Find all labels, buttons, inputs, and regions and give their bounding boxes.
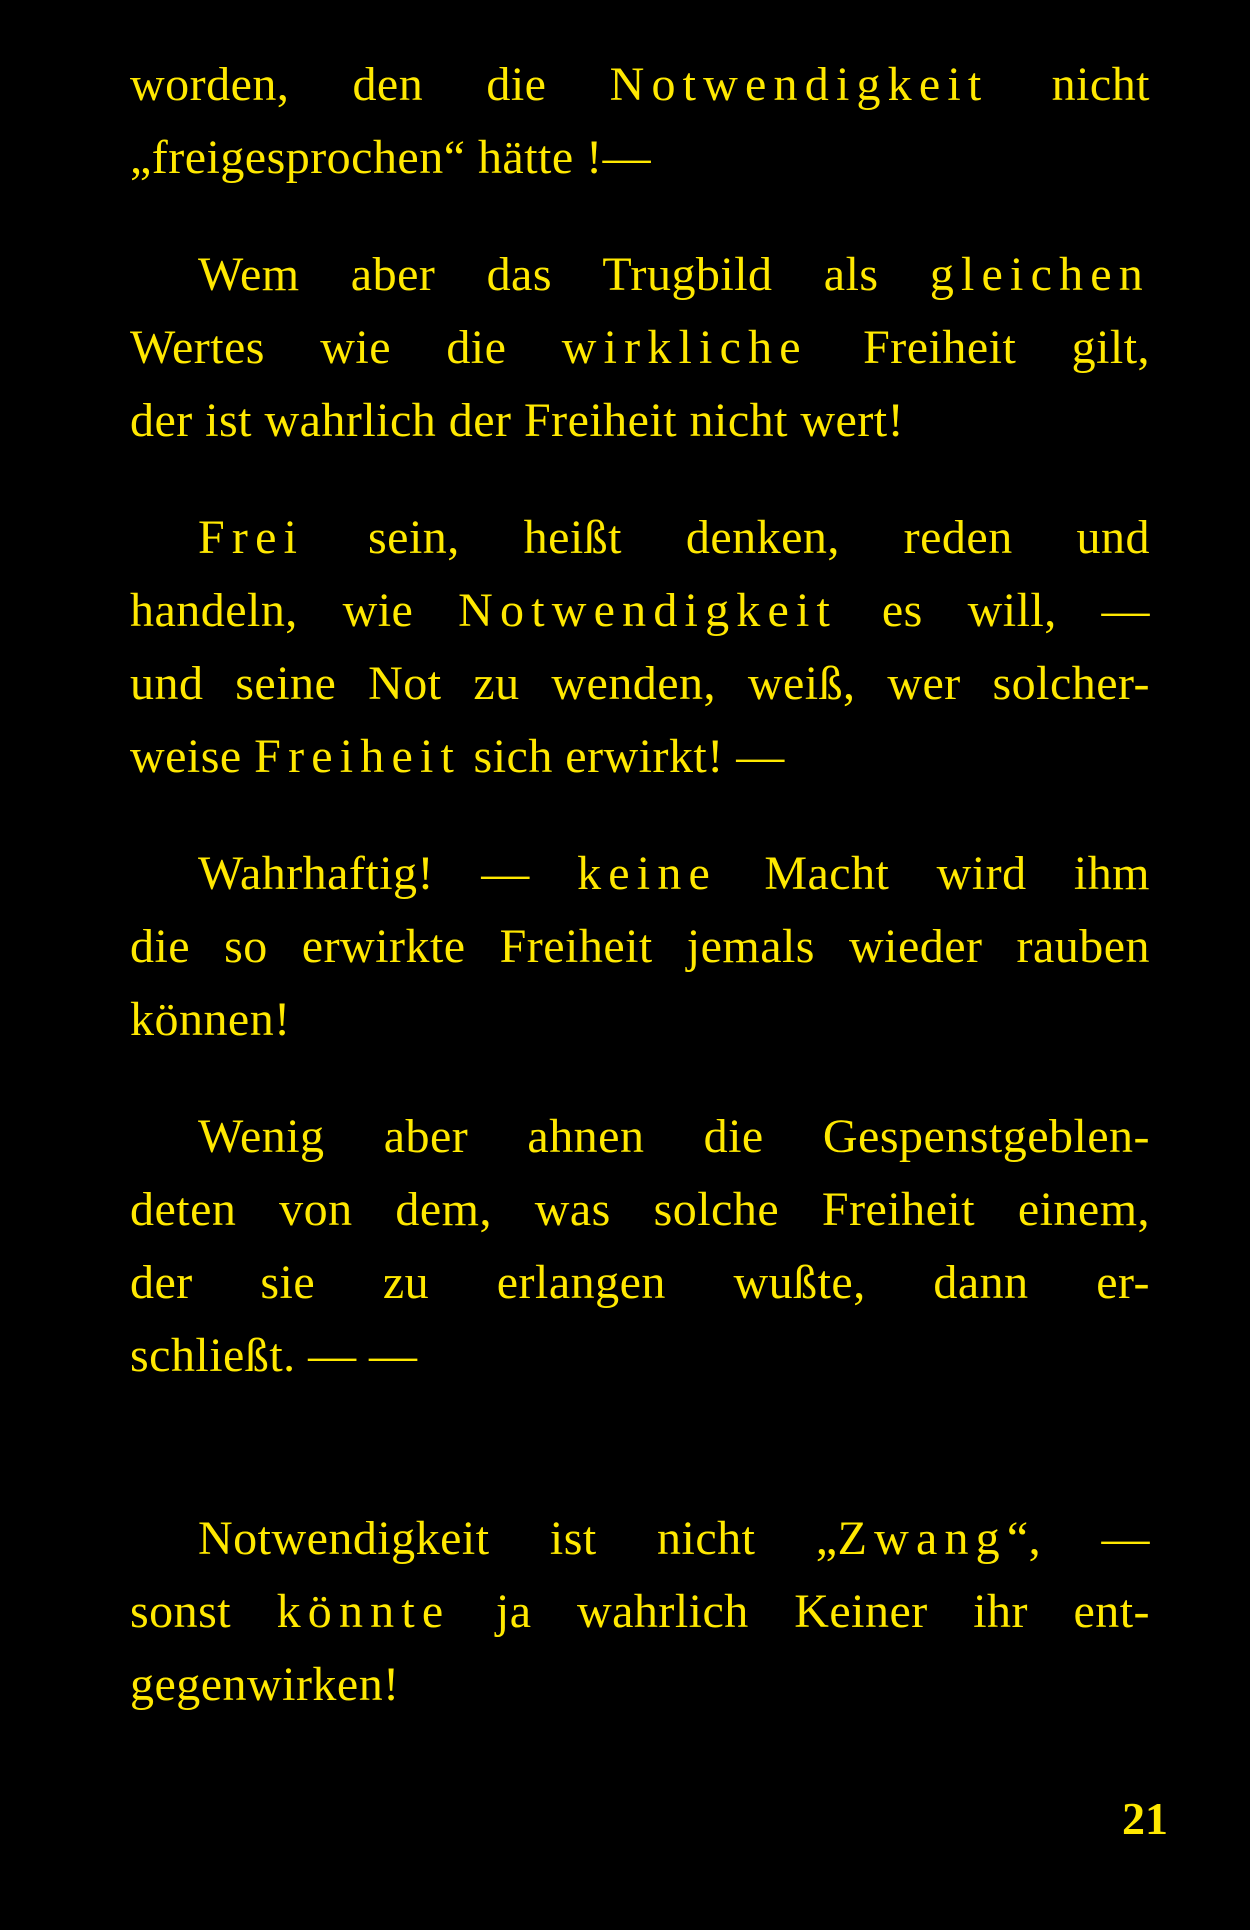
text-line [130, 1319, 1150, 1392]
text-line [130, 1173, 1150, 1246]
text-segment: Notwendigkeit ist nicht „ [198, 1512, 838, 1565]
text-line [130, 384, 1150, 457]
text-segment: Wenig aber ahnen die Gespenstgeblen- [198, 1110, 1150, 1163]
paragraph [130, 1100, 1150, 1392]
text-line [130, 1246, 1150, 1319]
text-line [130, 1100, 1150, 1173]
text-segment: Wem aber das Trugbild als [198, 248, 930, 301]
text-line [130, 647, 1150, 720]
emphasized-word: Notwendigkeit [458, 584, 838, 637]
text-segment: weise [130, 730, 255, 783]
text-segment: Macht wird ihm [717, 847, 1150, 900]
text-segment: Freiheit gilt, [807, 321, 1150, 374]
paragraph [130, 501, 1150, 793]
page-number: 21 [1122, 1793, 1168, 1844]
text-segment: „freigesprochen“ hätte !— [130, 131, 652, 184]
text-segment: Wahrhaftig! — [198, 847, 578, 900]
text-line [130, 311, 1150, 384]
text-segment: sonst [130, 1585, 277, 1638]
emphasized-word: wirkliche [561, 321, 808, 374]
text-segment: deten von dem, was solche Freiheit einem, [130, 1183, 1150, 1236]
emphasized-word: keine [577, 847, 718, 900]
text-line [130, 1502, 1150, 1575]
paragraph [130, 837, 1150, 1056]
text-segment: sich erwirkt! — [461, 730, 785, 783]
text-segment: es will, — [837, 584, 1151, 637]
text-segment: der ist wahrlich der Freiheit nicht wert! [130, 394, 905, 447]
text-segment: können! [130, 993, 291, 1046]
text-line [130, 1648, 1150, 1721]
text-segment: handeln, wie [130, 584, 459, 637]
text-segment: und seine Not zu wenden, weiß, wer solcher- [130, 657, 1150, 710]
text-segment: ja wahrlich Keiner ihr ent- [450, 1585, 1150, 1638]
emphasized-word: könnte [276, 1585, 451, 1638]
paragraph [130, 48, 1150, 194]
text-segment: gegenwirken! [130, 1658, 400, 1711]
emphasized-word: Freiheit [254, 730, 462, 783]
text-block [130, 48, 1150, 1721]
text-line [130, 48, 1150, 121]
paragraph [130, 1502, 1150, 1721]
text-segment: die so erwirkte Freiheit jemals wieder rauben [130, 920, 1150, 973]
text-line [130, 501, 1150, 574]
emphasized-word: Zwang [837, 1512, 1007, 1565]
text-line [130, 1575, 1150, 1648]
text-segment: worden, den die [130, 58, 610, 111]
text-segment: schließt. — — [130, 1329, 418, 1382]
text-line [130, 121, 1150, 194]
text-segment: “, — [1006, 1512, 1150, 1565]
text-line [130, 720, 1150, 793]
emphasized-word: Notwendigkeit [609, 58, 989, 111]
text-line [130, 983, 1150, 1056]
text-segment: nicht [988, 58, 1150, 111]
text-segment: sein, heißt denken, reden und [304, 511, 1150, 564]
text-line [130, 238, 1150, 311]
text-line [130, 910, 1150, 983]
text-segment: der sie zu erlangen wußte, dann er- [130, 1256, 1150, 1309]
text-segment: Wertes wie die [130, 321, 562, 374]
emphasized-word: Frei [198, 511, 305, 564]
paragraph [130, 238, 1150, 457]
text-line [130, 574, 1150, 647]
emphasized-word: gleichen [929, 248, 1150, 301]
text-line [130, 837, 1150, 910]
